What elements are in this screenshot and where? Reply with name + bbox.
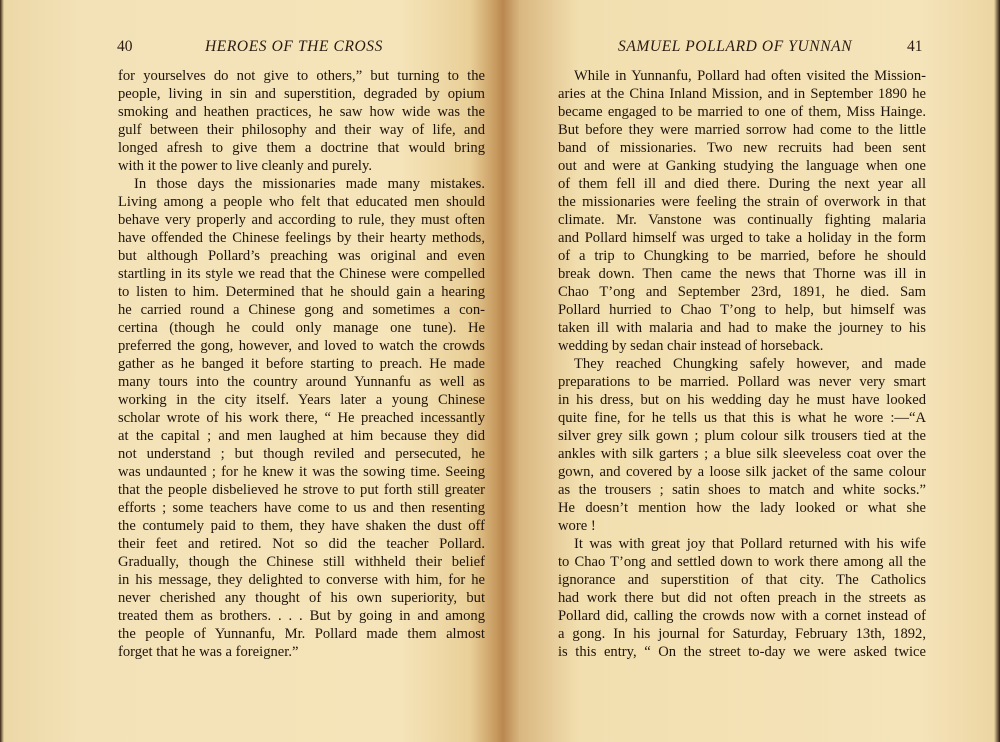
text-line: aries at the China Inland Mission, and in September 1890 he bbox=[558, 86, 926, 102]
text-line: scholar wrote of his work there, “ He preached incessantly bbox=[118, 410, 485, 426]
text-line: but although Pollard’s preaching was original and even bbox=[118, 248, 485, 264]
text-line: working in the city itself. Years later a young Chinese bbox=[118, 392, 485, 408]
text-line: in his dress, but on his wedding day he must have looked bbox=[558, 392, 926, 408]
running-head: HEROES OF THE CROSS bbox=[205, 38, 384, 55]
text-line: Chao T’ong and September 23rd, 1891, he died. Sam bbox=[558, 284, 926, 300]
text-line: is this entry, “ On the street to-day we were asked twice bbox=[558, 644, 926, 660]
text-line: out and were at Ganking studying the language when one bbox=[558, 158, 926, 174]
text-line: wore ! bbox=[558, 518, 596, 534]
text-line: gather as he banged it before starting to preach. He made bbox=[118, 356, 485, 372]
body-text bbox=[558, 67, 926, 661]
text-line: smoking and heathen practices, he saw how wide was the bbox=[118, 104, 485, 120]
text-line: certina (though he could only manage one tune). He bbox=[118, 320, 485, 336]
page-number: 40 bbox=[117, 38, 133, 55]
text-line: never cherished any thought of his own superiority, but bbox=[118, 590, 485, 606]
page-number: 41 bbox=[907, 38, 923, 55]
text-line: have offended the Chinese feelings by their hearty methods, bbox=[118, 230, 485, 246]
body-text bbox=[118, 67, 485, 661]
text-line: ignorance and superstition of that city. The Catholics bbox=[558, 572, 926, 588]
text-line: not understand ; but though reviled and persecuted, he bbox=[118, 446, 485, 462]
text-line: became engaged to be married to one of them, Miss Hainge. bbox=[558, 104, 926, 120]
text-line: their feet and retired. Not so did the teacher Pollard. bbox=[118, 536, 485, 552]
text-line: of a trip to Chungking to be married, before he should bbox=[558, 248, 926, 264]
text-line: forget that he was a foreigner.” bbox=[118, 644, 299, 660]
text-line: climate. Mr. Vanstone was continually fighting malaria bbox=[558, 212, 926, 228]
text-line: In those days the missionaries made many mistakes. bbox=[134, 176, 485, 192]
text-line: for yourselves do not give to others,” but turning to the bbox=[118, 68, 485, 84]
text-line: preferred the gong, however, and loved to watch the crowds bbox=[118, 338, 485, 354]
text-line: to listen to him. Determined that he should gain a hearing bbox=[118, 284, 485, 300]
text-line: Gradually, though the Chinese still withheld their belief bbox=[118, 554, 485, 570]
text-line: band of missionaries. Two new recruits had been sent bbox=[558, 140, 926, 156]
text-line: the missionaries were feeling the strain of overwork in that bbox=[558, 194, 926, 210]
text-line: people, living in sin and superstition, degraded by opium bbox=[118, 86, 485, 102]
text-line: It was with great joy that Pollard returned with his wife bbox=[574, 536, 926, 552]
text-line: treated them as brothers. . . . But by going in and among bbox=[118, 608, 485, 624]
text-line: silver grey silk gown ; plum colour silk trousers tied at the bbox=[558, 428, 926, 444]
text-line: at the capital ; and men laughed at him because they did bbox=[118, 428, 485, 444]
text-line: of them fell ill and died there. During the next year all bbox=[558, 176, 926, 192]
text-line: a gong. In his journal for Saturday, February 13th, 1892, bbox=[558, 626, 926, 642]
text-line: gulf between their philosophy and their way of life, and bbox=[118, 122, 485, 138]
text-line: the people of Yunnanfu, Mr. Pollard made them almost bbox=[118, 626, 485, 642]
text-line: While in Yunnanfu, Pollard had often visited the Mission- bbox=[574, 68, 926, 84]
text-line: behave very properly and according to rule, they must often bbox=[118, 212, 485, 228]
text-line: longed afresh to give them a doctrine that would bring bbox=[118, 140, 485, 156]
text-line: had work there but did not often preach in the streets as bbox=[558, 590, 926, 606]
text-line: gown, and covered by a loose silk jacket of the same colour bbox=[558, 464, 926, 480]
text-line: break down. Then came the news that Thorne was ill in bbox=[558, 266, 926, 282]
text-line: ankles with silk garters ; a blue silk sleeveless coat over the bbox=[558, 446, 926, 462]
text-line: preparations to be married. Pollard was never very smart bbox=[558, 374, 926, 390]
right-page bbox=[506, 0, 1000, 742]
text-line: as the trousers ; satin shoes to match and white socks.” bbox=[558, 482, 926, 498]
text-line: efforts ; some teachers have come to us and then resenting bbox=[118, 500, 485, 516]
text-line: He doesn’t mention how the lady looked or what she bbox=[558, 500, 926, 516]
text-line: that the people disbelieved he strove to put forth still greater bbox=[118, 482, 485, 498]
text-line: in his message, they delighted to converse with him, for he bbox=[118, 572, 485, 588]
text-line: was undaunted ; for he knew it was the sowing time. Seeing bbox=[118, 464, 485, 480]
text-line: the contumely paid to them, they have shaken the dust off bbox=[118, 518, 485, 534]
text-line: and Pollard himself was urged to take a holiday in the form bbox=[558, 230, 926, 246]
text-line: he carried round a Chinese gong and sometimes a con- bbox=[118, 302, 485, 318]
text-line: to Chao T’ong and settled down to work there among all the bbox=[558, 554, 926, 570]
text-line: quite fine, for he tells us that this is what he wore :—“A bbox=[558, 410, 926, 426]
text-line: Pollard did, calling the crowds now with a cornet instead of bbox=[558, 608, 926, 624]
text-line: Pollard hurried to Chao T’ong to help, but himself was bbox=[558, 302, 926, 318]
text-line: wedding by sedan chair instead of horseback. bbox=[558, 338, 824, 354]
text-line: Living among a people who felt that educated men should bbox=[118, 194, 485, 210]
text-line: They reached Chungking safely however, and made bbox=[574, 356, 926, 372]
right-book-edge bbox=[994, 0, 1000, 742]
text-line: But before they were married sorrow had come to the little bbox=[558, 122, 926, 138]
running-head: SAMUEL POLLARD OF YUNNAN bbox=[618, 38, 853, 55]
text-line: many tours into the country around Yunnanfu as well as bbox=[118, 374, 485, 390]
text-line: taken ill with malaria and had to make the journey to his bbox=[558, 320, 926, 336]
text-line: startling in its style we read that the Chinese were compelled bbox=[118, 266, 485, 282]
text-line: with it the power to live cleanly and purely. bbox=[118, 158, 372, 174]
